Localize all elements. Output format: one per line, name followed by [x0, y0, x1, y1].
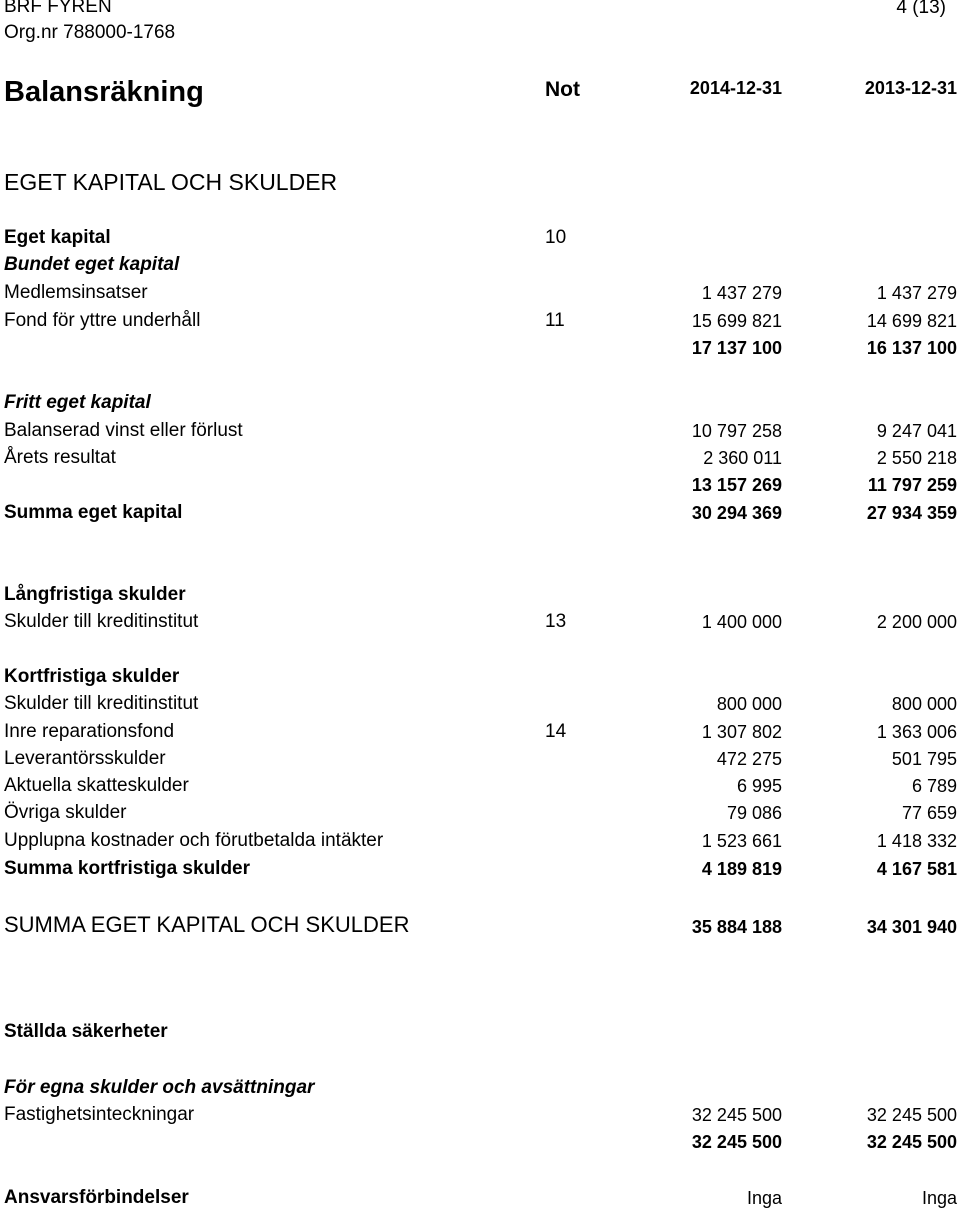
column-header-not: Not: [545, 78, 580, 101]
row-label: Årets resultat: [4, 447, 116, 468]
row-value-2014: 10 797 258: [691, 421, 782, 441]
row-value-2014: 1 523 661: [701, 831, 782, 851]
row-label: Upplupna kostnader och förutbetalda intäkter: [4, 830, 384, 851]
column-header-year1: 2014-12-31: [689, 78, 782, 98]
page-number: 4 (13): [896, 0, 946, 18]
grand-total-value-2014: 35 884 188: [691, 917, 782, 937]
row-label: Skulder till kreditinstitut: [4, 611, 199, 632]
row-label: Leverantörsskulder: [4, 748, 166, 769]
row-value-2014: 32 245 500: [691, 1105, 782, 1125]
row-note: 13: [545, 611, 567, 632]
row-value-2013: 1 437 279: [876, 283, 957, 303]
row-value-2013: 2 200 000: [876, 612, 957, 632]
row-value-2014: 2 360 011: [703, 448, 782, 468]
row-value-2014: 1 400 000: [701, 612, 782, 632]
row-label: Fritt eget kapital: [4, 392, 151, 413]
row-label: Ansvarsförbindelser: [4, 1187, 189, 1208]
subtotal-value-2014: 17 137 100: [691, 338, 782, 358]
row-label: För egna skulder och avsättningar: [4, 1077, 315, 1098]
total-value-2013: 4 167 581: [876, 859, 957, 879]
grand-total-value-2013: 34 301 940: [866, 917, 957, 937]
row-label: Övriga skulder: [4, 802, 127, 823]
row-label: Aktuella skatteskulder: [4, 775, 189, 796]
row-value-2014: 1 437 279: [701, 283, 782, 303]
total-value-2013: 27 934 359: [866, 503, 957, 523]
row-label: Kortfristiga skulder: [4, 666, 180, 687]
row-label: Inre reparationsfond: [4, 721, 175, 742]
total-value-2014: 30 294 369: [691, 503, 782, 523]
row-value-2014: 472 275: [716, 749, 782, 769]
subtotal-value-2014: 13 157 269: [691, 475, 782, 495]
row-value-2013: 6 789: [911, 776, 957, 796]
org-number: Org.nr 788000-1768: [4, 22, 176, 43]
total-value-2014: 4 189 819: [701, 859, 782, 879]
subtotal-value-2013: 32 245 500: [866, 1132, 957, 1152]
row-label: Fond för yttre underhåll: [4, 310, 201, 331]
row-value-2014: 79 086: [726, 803, 782, 823]
row-value-2013: 1 363 006: [876, 722, 957, 742]
row-value-2014: Inga: [746, 1188, 782, 1208]
row-value-2014: 800 000: [716, 694, 782, 714]
grand-total-label: SUMMA EGET KAPITAL OCH SKULDER: [4, 912, 410, 937]
row-value-2013: 501 795: [891, 749, 957, 769]
row-value-2013: 800 000: [891, 694, 957, 714]
org-name: BRF FYREN: [4, 0, 112, 17]
subtotal-value-2013: 11 797 259: [867, 475, 957, 495]
row-label: Medlemsinsatser: [4, 282, 148, 303]
row-label: Balanserad vinst eller förlust: [4, 420, 243, 441]
row-value-2013: 77 659: [901, 803, 957, 823]
row-value-2014: 15 699 821: [691, 311, 782, 331]
row-value-2014: 1 307 802: [701, 722, 782, 742]
row-value-2013: 9 247 041: [876, 421, 957, 441]
row-label: Fastighetsinteckningar: [4, 1104, 195, 1125]
row-note: 11: [545, 310, 565, 331]
section-title: EGET KAPITAL OCH SKULDER: [4, 169, 338, 195]
row-label: Bundet eget kapital: [4, 254, 180, 275]
row-label: Skulder till kreditinstitut: [4, 693, 199, 714]
column-header-year2: 2013-12-31: [864, 78, 957, 98]
page-title: Balansräkning: [4, 76, 204, 108]
row-label: Eget kapital: [4, 227, 111, 248]
row-value-2013: 1 418 332: [876, 831, 957, 851]
row-note: 10: [545, 227, 567, 248]
row-value-2014: 6 995: [736, 776, 782, 796]
row-label: Summa kortfristiga skulder: [4, 858, 251, 879]
row-label: Ställda säkerheter: [4, 1021, 168, 1042]
row-label: Summa eget kapital: [4, 502, 183, 523]
subtotal-value-2013: 16 137 100: [866, 338, 957, 358]
row-value-2013: 32 245 500: [866, 1105, 957, 1125]
row-value-2013: Inga: [921, 1188, 957, 1208]
row-value-2013: 14 699 821: [866, 311, 957, 331]
row-label: Långfristiga skulder: [4, 584, 186, 605]
subtotal-value-2014: 32 245 500: [691, 1132, 782, 1152]
row-note: 14: [545, 721, 567, 742]
row-value-2013: 2 550 218: [876, 448, 957, 468]
